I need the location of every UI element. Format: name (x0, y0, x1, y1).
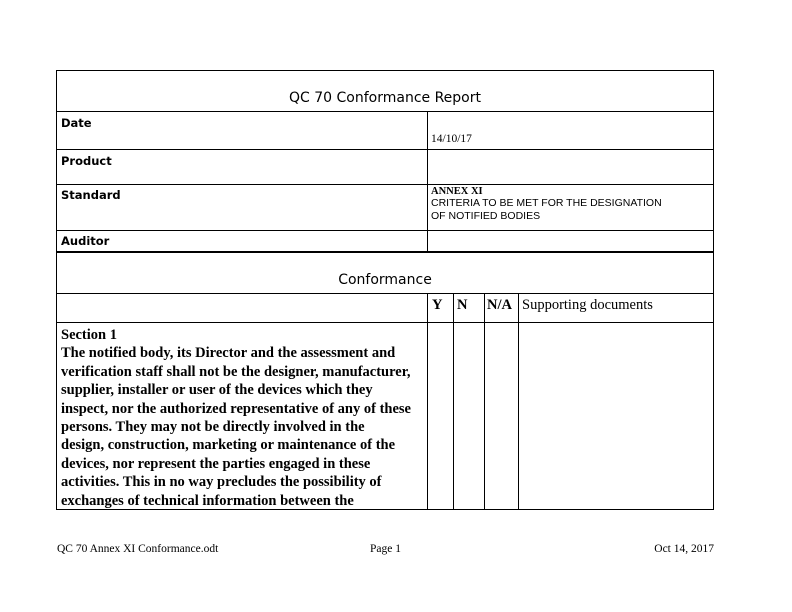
requirement-line: devices, nor represent the parties engaged in these (61, 455, 371, 472)
requirement-line: inspect, nor the authorized representative of any of these (61, 400, 411, 417)
conformance-heading: Conformance (338, 272, 432, 288)
auditor-label: Auditor (61, 234, 110, 248)
requirement-line: persons. They may not be directly involved in the (61, 419, 365, 436)
section-divider (57, 251, 713, 253)
footer-date: Oct 14, 2017 (654, 543, 714, 555)
row-divider (57, 293, 713, 294)
column-divider (427, 111, 428, 252)
conformance-report-table (56, 70, 714, 510)
row-divider (57, 184, 713, 185)
section-1-n-cell[interactable] (454, 323, 484, 509)
standard-line: CRITERIA TO BE MET FOR THE DESIGNATION (431, 197, 662, 209)
requirement-line: exchanges of technical information between the (61, 492, 354, 509)
footer-filename: QC 70 Annex XI Conformance.odt (57, 543, 219, 555)
requirement-line: The notified body, its Director and the assessment and (61, 345, 396, 362)
date-value[interactable]: 14/10/17 (431, 133, 472, 145)
column-header-n: N (457, 297, 468, 313)
requirement-line: supplier, installer or user of the devices which they (61, 382, 373, 399)
column-header-y: Y (432, 297, 443, 313)
row-divider (57, 230, 713, 231)
row-divider (57, 149, 713, 150)
report-title: QC 70 Conformance Report (289, 90, 481, 106)
requirement-line: activities. This in no way precludes the possibility of (61, 474, 382, 491)
section-1-supporting-documents-cell[interactable] (519, 323, 713, 509)
column-header-na: N/A (487, 297, 512, 313)
requirement-line: verification staff shall not be the designer, manufacturer, (61, 363, 411, 380)
product-label: Product (61, 154, 112, 168)
requirement-line: design, construction, marketing or maintenance of the (61, 437, 396, 454)
standard-value[interactable] (431, 186, 662, 223)
column-header-supporting-documents: Supporting documents (522, 297, 653, 313)
standard-line: OF NOTIFIED BODIES (431, 210, 541, 222)
standard-title: ANNEX XI (431, 186, 483, 197)
section-1-y-cell[interactable] (428, 323, 453, 509)
section-1-na-cell[interactable] (485, 323, 518, 509)
date-label: Date (61, 116, 92, 130)
row-divider (57, 111, 713, 112)
section-title: Section 1 (61, 327, 117, 343)
footer-page-number: Page 1 (370, 543, 401, 555)
standard-label: Standard (61, 188, 121, 202)
section-1-requirement (61, 326, 427, 510)
